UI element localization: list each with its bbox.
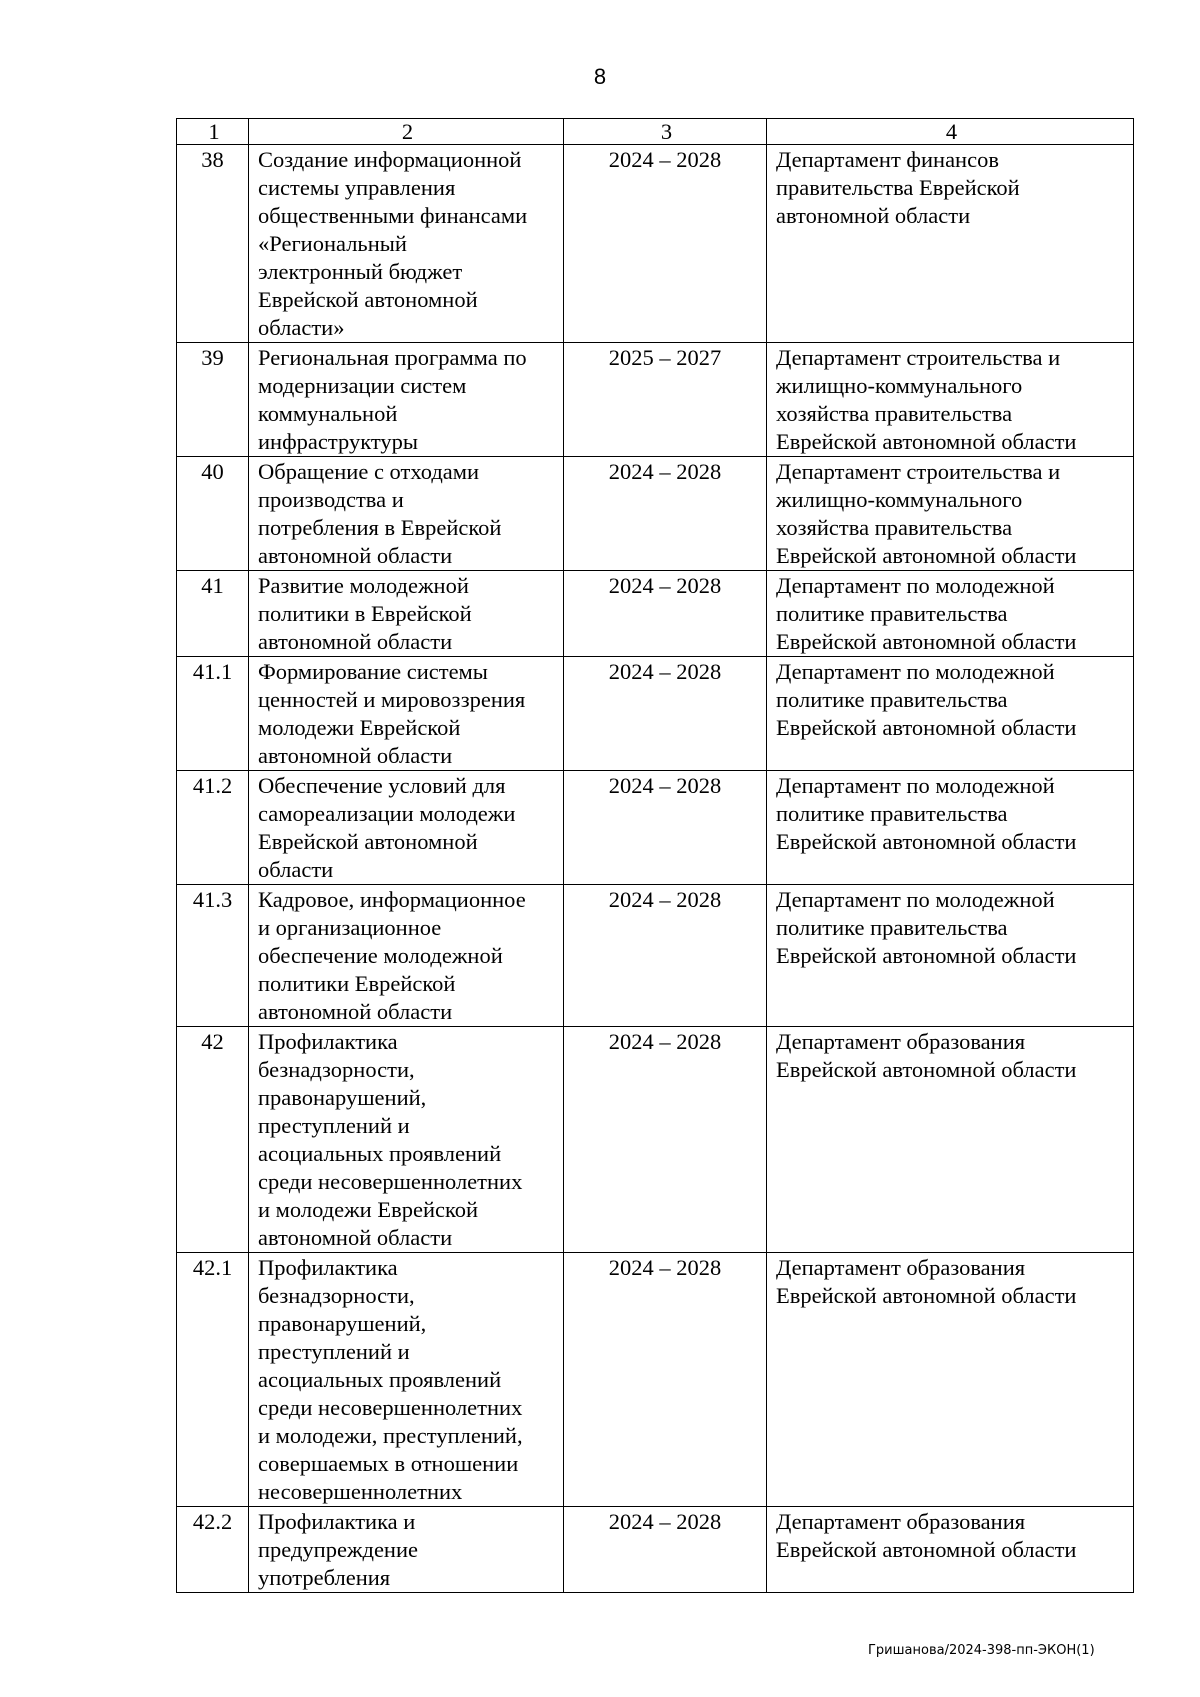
- executor-line: жилищно-коммунального: [776, 487, 1023, 512]
- event-name-cell: [249, 1027, 564, 1253]
- period-cell: 2024 – 2028: [564, 771, 767, 885]
- event-name-line: автономной области: [258, 999, 453, 1024]
- executor-line: жилищно-коммунального: [776, 373, 1023, 398]
- table-row: [177, 771, 1134, 885]
- executor-line: Департамент по молодежной: [776, 573, 1055, 598]
- table-row: [177, 1507, 1134, 1593]
- executor-line: Еврейской автономной области: [776, 1537, 1077, 1562]
- event-name-line: модернизации систем: [258, 373, 467, 398]
- event-name-line: автономной области: [258, 1225, 453, 1250]
- period-cell: 2024 – 2028: [564, 885, 767, 1027]
- event-name-line: Еврейской автономной: [258, 287, 478, 312]
- executor-cell: [767, 457, 1134, 571]
- event-name-line: правонарушений,: [258, 1311, 427, 1336]
- header-cell-4: 4: [767, 119, 1134, 145]
- period-cell: 2024 – 2028: [564, 1253, 767, 1507]
- event-name-line: «Региональный: [258, 231, 407, 256]
- row-number-cell: 41.1: [177, 657, 249, 771]
- executor-cell: [767, 343, 1134, 457]
- event-name-line: и молодежи Еврейской: [258, 1197, 479, 1222]
- executor-cell: [767, 657, 1134, 771]
- executor-line: Департамент строительства и: [776, 459, 1061, 484]
- executor-cell: [767, 1253, 1134, 1507]
- row-number-cell: 39: [177, 343, 249, 457]
- header-cell-2: 2: [249, 119, 564, 145]
- event-name-line: предупреждение: [258, 1537, 419, 1562]
- event-name-line: автономной области: [258, 743, 453, 768]
- event-name-line: Создание информационной: [258, 147, 522, 172]
- event-name-line: области»: [258, 315, 345, 340]
- period-cell: 2024 – 2028: [564, 571, 767, 657]
- event-name-line: инфраструктуры: [258, 429, 418, 454]
- table-row: [177, 145, 1134, 343]
- event-name-line: автономной области: [258, 629, 453, 654]
- event-name-line: политики в Еврейской: [258, 601, 472, 626]
- event-name-line: безнадзорности,: [258, 1283, 415, 1308]
- row-number-cell: 41: [177, 571, 249, 657]
- executor-cell: [767, 1507, 1134, 1593]
- header-cell-1: 1: [177, 119, 249, 145]
- period-cell: 2024 – 2028: [564, 1027, 767, 1253]
- executor-cell: [767, 885, 1134, 1027]
- event-name-cell: [249, 771, 564, 885]
- event-name-line: Кадровое, информационное: [258, 887, 526, 912]
- table-row: [177, 1027, 1134, 1253]
- executor-line: Еврейской автономной области: [776, 1057, 1077, 1082]
- event-name-line: электронный бюджет: [258, 259, 463, 284]
- event-name-cell: [249, 457, 564, 571]
- event-name-line: ценностей и мировоззрения: [258, 687, 526, 712]
- event-name-line: Региональная программа по: [258, 345, 527, 370]
- executor-cell: [767, 1027, 1134, 1253]
- event-name-line: асоциальных проявлений: [258, 1367, 502, 1392]
- period-cell: 2024 – 2028: [564, 657, 767, 771]
- table-row: [177, 657, 1134, 771]
- event-name-line: общественными финансами: [258, 203, 528, 228]
- executor-cell: [767, 145, 1134, 343]
- event-name-line: коммунальной: [258, 401, 398, 426]
- row-number-cell: 42.1: [177, 1253, 249, 1507]
- event-name-line: потребления в Еврейской: [258, 515, 502, 540]
- event-name-line: самореализации молодежи: [258, 801, 516, 826]
- period-cell: 2025 – 2027: [564, 343, 767, 457]
- event-name-line: среди несовершеннолетних: [258, 1169, 523, 1194]
- executor-line: политике правительства: [776, 801, 1008, 826]
- table-row: [177, 571, 1134, 657]
- executor-line: автономной области: [776, 203, 971, 228]
- executor-cell: [767, 771, 1134, 885]
- event-name-line: употребления: [258, 1565, 391, 1590]
- event-name-line: молодежи Еврейской: [258, 715, 461, 740]
- executor-line: политике правительства: [776, 915, 1008, 940]
- event-name-line: правонарушений,: [258, 1085, 427, 1110]
- table-row: [177, 885, 1134, 1027]
- event-name-line: безнадзорности,: [258, 1057, 415, 1082]
- event-name-line: совершаемых в отношении: [258, 1451, 519, 1476]
- executor-line: Департамент образования: [776, 1029, 1026, 1054]
- executor-line: Еврейской автономной области: [776, 829, 1077, 854]
- event-name-line: Профилактика: [258, 1255, 398, 1280]
- event-name-line: Развитие молодежной: [258, 573, 469, 598]
- row-number-cell: 41.2: [177, 771, 249, 885]
- executor-line: Еврейской автономной области: [776, 943, 1077, 968]
- event-name-cell: [249, 145, 564, 343]
- table-header-row: [177, 119, 1134, 145]
- event-name-line: производства и: [258, 487, 404, 512]
- page-number: 8: [593, 64, 607, 89]
- event-name-line: Обеспечение условий для: [258, 773, 506, 798]
- event-name-line: Обращение с отходами: [258, 459, 480, 484]
- period-cell: 2024 – 2028: [564, 457, 767, 571]
- period-cell: 2024 – 2028: [564, 1507, 767, 1593]
- executor-line: политике правительства: [776, 687, 1008, 712]
- executor-line: Еврейской автономной области: [776, 629, 1077, 654]
- event-name-line: системы управления: [258, 175, 456, 200]
- executor-line: Департамент финансов: [776, 147, 999, 172]
- executor-line: Департамент строительства и: [776, 345, 1061, 370]
- event-name-line: преступлений и: [258, 1339, 410, 1364]
- event-name-cell: [249, 1507, 564, 1593]
- executor-line: Департамент по молодежной: [776, 659, 1055, 684]
- row-number-cell: 40: [177, 457, 249, 571]
- executor-line: Департамент образования: [776, 1509, 1026, 1534]
- executor-line: Департамент по молодежной: [776, 773, 1055, 798]
- executor-line: Еврейской автономной области: [776, 1283, 1077, 1308]
- event-name-line: и организационное: [258, 915, 442, 940]
- executor-line: хозяйства правительства: [776, 515, 1013, 540]
- executor-line: хозяйства правительства: [776, 401, 1013, 426]
- event-name-cell: [249, 571, 564, 657]
- event-name-cell: [249, 1253, 564, 1507]
- row-number-cell: 41.3: [177, 885, 249, 1027]
- event-name-line: несовершеннолетних: [258, 1479, 463, 1504]
- table-row: [177, 1253, 1134, 1507]
- header-cell-3: 3: [564, 119, 767, 145]
- event-name-line: среди несовершеннолетних: [258, 1395, 523, 1420]
- row-number-cell: 42.2: [177, 1507, 249, 1593]
- event-name-line: преступлений и: [258, 1113, 410, 1138]
- event-name-cell: [249, 657, 564, 771]
- event-name-cell: [249, 343, 564, 457]
- period-cell: 2024 – 2028: [564, 145, 767, 343]
- event-name-line: политики Еврейской: [258, 971, 456, 996]
- table-row: [177, 343, 1134, 457]
- document-code: Гришанова/2024-398-пп-ЭКОН(1): [868, 1643, 1095, 1658]
- event-name-line: Еврейской автономной: [258, 829, 478, 854]
- executor-line: политике правительства: [776, 601, 1008, 626]
- event-name-line: и молодежи, преступлений,: [258, 1423, 523, 1448]
- event-name-line: области: [258, 857, 334, 882]
- program-table: [176, 118, 1134, 1593]
- row-number-cell: 38: [177, 145, 249, 343]
- event-name-line: Профилактика: [258, 1029, 398, 1054]
- executor-line: Департамент по молодежной: [776, 887, 1055, 912]
- executor-line: Еврейской автономной области: [776, 429, 1077, 454]
- event-name-line: автономной области: [258, 543, 453, 568]
- event-name-line: Формирование системы: [258, 659, 488, 684]
- executor-line: Еврейской автономной области: [776, 715, 1077, 740]
- event-name-line: Профилактика и: [258, 1509, 416, 1534]
- executor-line: правительства Еврейской: [776, 175, 1020, 200]
- executor-line: Департамент образования: [776, 1255, 1026, 1280]
- row-number-cell: 42: [177, 1027, 249, 1253]
- event-name-cell: [249, 885, 564, 1027]
- event-name-line: обеспечение молодежной: [258, 943, 503, 968]
- executor-cell: [767, 571, 1134, 657]
- table-row: [177, 457, 1134, 571]
- executor-line: Еврейской автономной области: [776, 543, 1077, 568]
- event-name-line: асоциальных проявлений: [258, 1141, 502, 1166]
